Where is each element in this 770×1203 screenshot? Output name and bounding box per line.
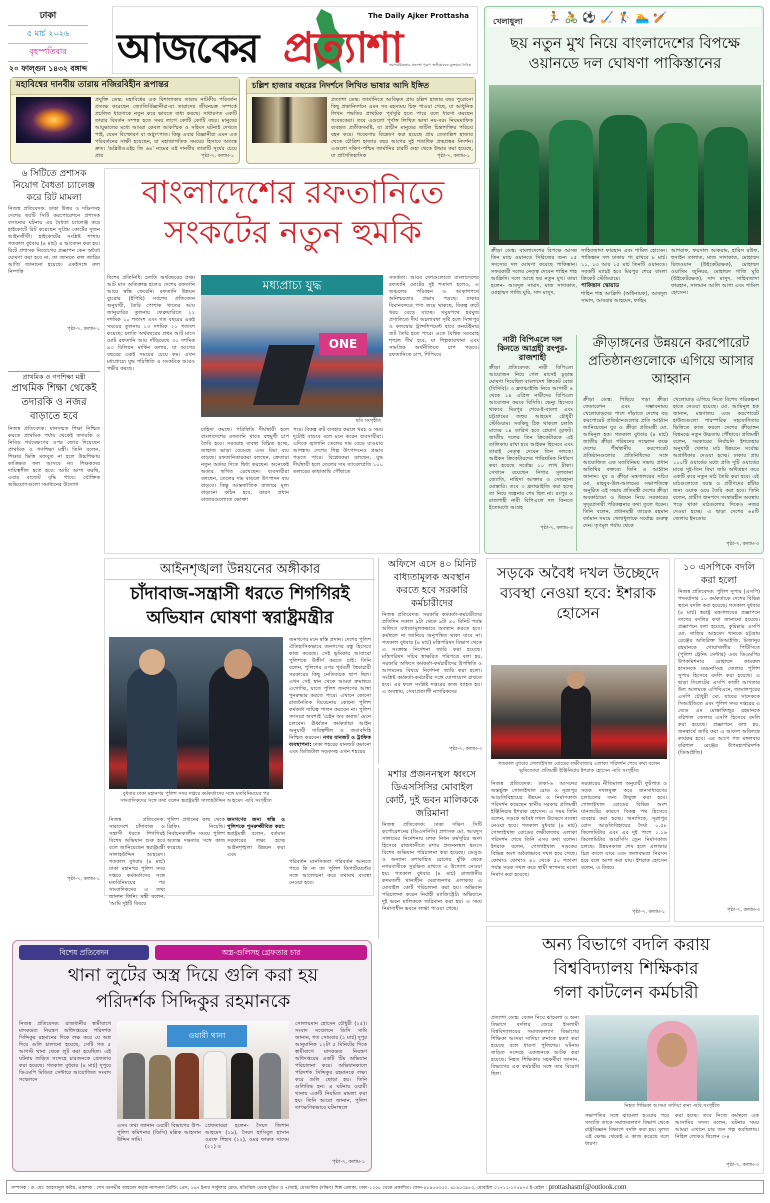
story-body: প্রযুক্তি ডেস্ক: মহাবিশ্বের এক বিশালাকার তারায় নাটকীয় পরিবর্তন প্রত্যক্ষ করেছেন জ্যোতির্বিজ্ঞানীরা-যা তারাদের জীবনচক্র সম্পর্কে প্রচলিত ধারণাকে নতুন করে ভাবতে বাধ্য করছে। সাধারণত একটি তারার বিবর্তন সম্পন্ন হতে সময় লাগে কোটি কোটি বছর। মানুষের আয়ুষ্কালের মধ্যে আমরা কেবল আকস্মিক ও সহিংস ঘটনাই দেখতে পাই, যেমন বিস্ফোরণ বা অগ্ন্যুৎপাত। কিন্তু এবার বিজ্ঞানীরা এমন এক পরিবর্তনের সাক্ষী হয়েছেন, যা মহাজাগতিক সময়ের হিসাবে অত্যন্ত দ্রুত। 'ডব্লিউওএইচ জি ৬৪' নামের এই দানবীয় তারাটি সূর্যের চেয়ে প্রায়: [95, 97, 237, 159]
story-col2: সভাপতির সঙ্গে ঝামেলা হওয়ার পরে সম্প্রতি তাকে সমাজকল্যাণ বিভাগ থেকে রাষ্ট্রবিজ্ঞান বিভাগে বদলি করা হয়। মূলত এই ক্ষোভ থেকেই এ কাজ করেছে বলে ধারণা: [585, 1113, 669, 1147]
headline-line2: পরিদর্শক সিদ্দিকুর রহমানকে: [95, 991, 291, 1012]
writ-body: নিজস্ব প্রতিবেদক: ঢাকা উত্তর ও দক্ষিণসহ দেশের ছয়টি সিটি করপোরেশনে প্রশাসক বসানোর ঘটনায় এর বৈধতা চ্যালেঞ্জ করে হাইকোর্টে রিট করেছেন সুপ্রিম কোর্টের দুজন আইনজীবী। হাইকোর্টের সংশ্লিষ্ট শাখায় গতকাল বুধবার (৪ মার্চ) এ আবেদন করা হয়। রিটে প্রশাসক নিয়োগের প্রজ্ঞাপন কেন অবৈধ ঘোষণা করা হবে না, তা জানতে রুল জারির আর্জি জানানো হয়েছে। একইসঙ্গে রুল নিষ্পত্তি: [8, 206, 100, 275]
logo-text-prottasha: প্রত্যাশা: [283, 23, 402, 72]
lead-col4: সতর্কতা: আরব দেশগুলোতে বাংলাদেশের রফতানি মোটের দুই শতাংশ হলেও, এ অঞ্চলের পরিবহন ও আকাশপথে অনিশ্চয়তার প্রভাব পড়ছে। ঢাকার বিমানবন্দরে পণ্য জমে থাকছে, বিকল্প রুটে খরচ বেড়ে যাচ্ছে। সমুদ্রপথে হরমুজ প্রণালিতে দীর্ঘ অচলাবস্থা সৃষ্টি হলে সিঙ্গাপুর ও কলম্বোর ট্রান্সশিপমেন্ট হাবে কনটেইনার জট তৈরি হতে পারে। এতে বৈশ্বিক সরবরাহ শৃঙ্খল দীর্ঘ হবে, যা শিল্পকারখানা এবং সামগ্রিক অর্থনীতিতে চাপ পড়বে। রফতানিতে চাপ, শিপিংয়ে: [389, 275, 479, 358]
headline: মশার প্রজননস্থল ধ্বংসে ডিএসসিসির মোবাইল কোর্ট, দুই ভবন মালিককে জরিমানা: [385, 769, 479, 819]
page-ref: পৃষ্ঠা-৭, কলাম-৩: [449, 746, 482, 752]
page-ref: পৃষ্ঠা-৭, কলাম-১: [632, 909, 665, 915]
sports-squad-list: শাহিন শাহ আফ্রিদি (অধিনায়ক), আবদুল সামাদ, আবরার আহমেদ, ফাহিম: [581, 291, 667, 304]
story-col1: নিজস্ব প্রতিবেদক: ঢাকা-৬ আসনের অন্তর্ভুক্ত গোলাইখাল রোড ও সূত্রাপুর আড়তিবিহায়ের উন্নয়ন ও নির্মাণকাজ পরিদর্শন করেছেন স্থানীয় সরকার প্রতিমন্ত্রী ইঞ্জিনিয়ার ইশরাক হোসেন। এ সময় তিনি বলেন, সড়কে অবৈধ দখল উচ্ছেদে ব্যবস্থা নেওয়া হবে। গতকাল বুধবার (৪ মার্চ) গোলাইখাল রোডের লক্ষীবাজার এলাকা পরিদর্শন শেষে তিনি এসব কথা বলেন। ইশরাক বলেন, গোলাইখাল সড়কের বিভিন্ন অংশ অবৈধভাবে দখল হয়ে গেছে। কোথাও কোথাও ৪০ থেকে ৫০ শতাংশ পর্যন্ত সড়ক দখল করে স্থায়ী স্থাপনার মতো নির্মাণ করা হয়েছে।: [491, 781, 577, 878]
logo-text-ajker: আজকের: [117, 25, 258, 72]
divider: [8, 371, 100, 372]
story-col-b2: জনগণের জন্য স্বস্তি ও পুলিশকে পুনরুজ্জীবিত করা: স্বরাষ্ট্রমন্ত্রী বলেন, বর্তমান সরকারের লক্ষ্য হচ্ছে আইনশৃঙ্খলা উন্নয়ন করা এবং: [227, 817, 285, 858]
sports-figures-icon: 🏃🚴⚽🏑🏌🏊🏏: [547, 11, 671, 24]
photo-caption: নিহত শিক্ষিকা আসমা সাদিয়া রুনা -ছবি সংগৃহীত: [624, 1103, 720, 1109]
container-port-photo: ONE: [201, 295, 383, 417]
footer-email-link[interactable]: prottashasmf@outlook.com: [548, 1183, 627, 1191]
page-ref: পৃষ্ঠা-৭, কলাম-১: [201, 153, 234, 159]
home-minister-story[interactable]: [104, 558, 374, 907]
headline-line3: গলা কাটলেন কর্মচারী: [553, 983, 699, 1003]
kicker: প্রাথমিক ও গণশিক্ষা মন্ত্রী: [22, 373, 86, 381]
photo-caption: গতকাল বুধবার গোলাইখাল রোডের লক্ষীবাজার এলাকা পরিদর্শন শেষে কথা বলেন ভূমিজোয়া প্রতিমন্ত্রী ইঞ্জিনিয়ার ইশরাক হোসেন -ছবি সংগৃহীত: [498, 761, 660, 774]
story-col1: নিজস্ব প্রতিবেদক: রাজধানীর স্বামীবাগে মাদকদ্রব্য নিয়ন্ত্রণ অধিদপ্তরের পরিদর্শক সিদ্দিকুর রহমানের দিকে লক্ষ করে যে অস্ত্র দিয়ে গুলি চালানো হয়েছে, সেটি গত ৫ আগস্ট থানা থেকে লুট করা হয়েছিল। এই ঘটনায় জড়িত সন্দেহে চারজনকে গ্রেফতার করা হয়েছে। গতকাল বুধবার (৪ মার্চ) দুপুরে ডিএমপি মিডিয়া সেন্টারে আয়োজিত সংবাদ সম্মেলনে: [19, 1021, 111, 1083]
lead-story[interactable]: [104, 168, 480, 554]
top-story-astronomy[interactable]: [10, 77, 240, 164]
writ-headline[interactable]: ৬ সিটিতে প্রশাসক নিয়োগ বৈধতা চ্যালেঞ্জ করে রিট মামলা: [12, 169, 96, 203]
story-body: ক্রীড়া প্রতিবেদক: নারী বিপিএল আয়োজন নিয়ে গেল মাসেই চূড়ান্ত ঘোষণা দিয়েছিল বাংলাদেশ ক্রিকেট বোর্ড (বিসিবি)। ৩ ফ্র্যাঞ্চাইজি নিয়ে আগামী ৪ থেকে ১৪ এপ্রিল নারীদের বিপিএল আয়োজন করবে বিসিবি। ভেন্যু হিসেবে থাকবে মিরপুর শেরে-ই-বাংলা এবং চট্টগ্রামের জহুর আহমেদ চৌধুরী স্টেডিয়াম। সবকিছু ঠিক থাকলে চলতি মাসের ১৪ তারিখ হবে প্লেয়ার্স ড্রাফট। জাতীয় দলের তিন ক্রিকেটারকে এই তালিকায় রাখা হবে আইকন হিসেবে এবং তারাই নেতৃত্ব দেবেন তিন দলকে। আইকন ক্রিকেটারদের পারিশ্রমিক নির্ধারণ করা হয়েছে সর্বোচ্চ ১০ লাখ টাকা। সেখানে রয়েছেন নিগার সুলতানা জ্যোতি, নাহিদা আক্তার ও সোবহানা মোস্তারি। তবে ৩ ফ্র্যাঞ্চাইজি করা হচ্ছে তা নিয়ে জল্পনার শেষ ছিল না। রংপুর ও রাজশাহী নারী বিপিএলে দল কিনতে ইতোমধ্যে আগ্রহ: [489, 364, 573, 511]
sports-section-label: খেলাধুলা: [493, 17, 523, 26]
logo-english: The Daily Ajker Prottasha: [368, 12, 469, 20]
writ-page-ref: পৃষ্ঠা-৭, কলাম-১: [67, 326, 100, 332]
special-report-tag: বিশেষ প্রতিবেদন: [19, 945, 149, 960]
pakistan-team-photo: [489, 85, 761, 245]
road-encroachment-story[interactable]: [486, 558, 670, 922]
lead-headline-line1: বাংলাদেশের রফতানিতে: [141, 173, 445, 211]
page-ref: পৃষ্ঠা-৭, কলাম-৩: [727, 907, 760, 913]
headline-line1: অন্য বিভাগে বদলি করায়: [541, 935, 711, 955]
headline-line2: বিশ্ববিদ্যালয় শিক্ষিকার: [553, 959, 699, 979]
story-body: নিজস্ব প্রতিবেদক: ঢাকা দক্ষিণ সিটি কর্পোরেশনের (ডিএসসিসি) প্রশাসক মো. আবদুস সালামের নির্দেশনায় মশক নিধন কর্মসূচির অংশ হিসেবে রাজধানীতে মশার প্রজননস্থল ধ্বংসে বিশেষ অভিযান পরিচালনা করা হয়েছে। ডেঙ্গু ও অন্যান্য মশাবাহিত রোগের ঝুঁকি থেকে নগরবাসীকে সুরক্ষিত রাখতে এ উদ্যোগ নেওয়া হয়। গতকাল বুধবার (৪ মার্চ) রাজধানীর কদমতলী থানাধীন মেরাজনগর এলাকায় এ মোবাইল কোর্ট পরিচালনা করা হয়। অভিযান পরিচালনা করেন নির্বাহী ম্যাজিস্ট্রেট। অভিযানে দুই ভবন মালিককে জরিমানা করা হয়। এ সময় নির্মাণাধীন ভবনে লার্ভা পাওয়া গেছে।: [382, 822, 482, 912]
headline: চল্লিশ হাজার বছরের নিদর্শনে লিখিত ভাষার আদি ইঙ্গিত: [247, 78, 475, 94]
story-col2: সরকারের নীতিমালা অনুযায়ী ফুটপাত ও সড়ক দখলমুক্ত করে জনসাধারণের চলাচলের জন্য উন্মুক্ত করা হবে। গোলাইখাল রোডের বিভিন্ন অংশ যানজটের কারণে বিকল্প পথ হিসেবে ব্যবহার করা হচ্ছে। অন্যদিকে, সূত্রাপুর রোস আড়তিবিহায়ের দৈর্ঘ্য ০.৫৮ কিলোমিটার এবং এর দুই পাশে ১.১৬ কিলোমিটার আরসিসি ড্রেন নির্মাণকাজ চলছে। উন্নয়নকাজ শেষ হলে এলাকার চিত্র বদলে যাবে এবং জলাবদ্ধতা নিরসন হবে বলে আশা করা যায়। ইশরাক হোসেন বলেন, এ বিষয়ে: [581, 781, 667, 871]
primary-education-story[interactable]: [8, 374, 100, 894]
story-body: প্রত্যাশা ডেস্ক: জার্মানিতে আবিষ্কৃত প্রায় চল্লিশ হাজার বছর পুরোনো কিছু প্রত্নানিদর্শনে এমন সব রহস্যময় চিহ্ন পাওয়া গেছে, যা আধুনিক লিখন পদ্ধতির প্রাথমিক পূর্বসূরি হতে পারে বলে ধারণা করছেন গবেষকেরা। তবে এগুলো পূর্ণাঙ্গ লিখিত ভাষা নয়-বরং নিয়মমাফিক ব্যবহৃত প্রতীকসমষ্টি, যা প্রাচীন মানুষের জটিল চিন্তাশক্তির পরিচয় বহন করে। গবেষণার বিশ্লেষণ করা হয়েছে প্রায় তেতাল্লিশ হাজার থেকে চৌত্রিশ হাজার বছর আগের দুই শতাধিক প্রত্নপ্রস্তর নিদর্শন। এগুলো দক্ষিণ-পশ্চিম জার্মানির চারটি গুহা থেকে উদ্ধার করা হয়েছে, যা প্রাগৈতিহাসিক: [331, 97, 473, 159]
mosquito-court-story[interactable]: [378, 768, 482, 938]
top-story-language[interactable]: [246, 77, 476, 164]
headline-line1: থানা লুটের অস্ত্র দিয়ে গুলি করা হয়: [67, 965, 319, 986]
dateline-weekday: বৃহস্পতিবার: [8, 44, 88, 62]
page-ref: পৃষ্ঠা-৭, কলাম-৩: [726, 1162, 759, 1168]
page-ref: পৃষ্ঠা-৭, কলাম-৩: [540, 524, 573, 531]
page-ref: পৃষ্ঠা-৭, কলাম-৩: [726, 541, 759, 547]
squad-label: পাকিস্তান স্কোয়াড: [581, 283, 620, 289]
sports-lead-col1: ক্রীড়া ডেস্ক: বাংলাদেশের বিপক্ষে আসন্ন তিন ম্যাচ ওয়ানডে সিরিজের জন্য ১৫ সদস্যের দল ঘোষণা করেছে পাকিস্তান। সফরকারী দলের নেতৃত্ব দেবেন শাহিন শাহ আফ্রিদি। দলে আছে ছয় নতুন মুখ। তারা হলেন- আবদুল সামাদ, মাজ সাদাকাত, মোহাম্মদ গাজি ঘুরি, সাদ মাসুদ,: [491, 248, 577, 296]
story-col-a: নিজস্ব প্রতিবেদক: সারাদেশে চাঁদাবাজ ও সন্ত্রাসী ধরতে শিগগিরই বিশেষ অভিযান শুরু হবে বলে জানিয়েছেন স্বরাষ্ট্রমন্ত্রী সালাহউদ্দিন আহমেদ। গতকাল বুধবার (৪ মার্চ) ঢাকা মহানগর পুলিশ সদর দপ্তরে কর্মকর্তাদের সঙ্গে মতবিনিময়ের পর সাংবাদিকদের এ তথ্য জানান তিনি। মন্ত্রী বলেন, 'আমি দুইটি বিষয়ে: [109, 817, 165, 907]
police-shooting-story[interactable]: [12, 940, 372, 1172]
story-body: নিজস্ব প্রতিবেদক: পুলিশ সুপার (এসপি) পদমর্যাদার ১০ কর্মকর্তাকে দেশের বিভিন্ন স্থানে বদলি করা হয়েছে। গতকাল বুধবার (৪ মার্চ) স্বরাষ্ট্র মন্ত্রণালয়ের প্রজ্ঞাপনে তাদের বদলির কথা জানানো হয়েছে। প্রজ্ঞাপনে বলা হয়েছে, কুমিল্লার এসপি মো. নাজির আহমেদ খানকে চট্টগ্রাম রেঞ্জের অতিরিক্ত ডিআইজি, মিজানুর রহমানকে গোয়াখালীর পিটিসিতে (পুলিশ ট্রেনিং সেন্টার) এবং ডিএমপির উপকমিশনার মোহাম্মদ কামরুল হাসানকে ময়মনসিংহ জেলার পুলিশ সুপার হিসেবে বদলি করা হয়েছে। এ ছাড়া সিলেটের এসপি কাজী আখতার উল আলমকে এপিবিএনে, জামালপুরের এসপি চৌধুরী মো. যাবের সাদেককে সিআইডিতে এবং পুলিশ সদর দপ্তরের এ জেড এম মোস্তাফিজুর রহমানকে বরিশাল জেলার এসপি হিসেবে বদলি করা হয়েছে। প্রজ্ঞাপনে বলা হয়, জনস্বার্থে জারি করা এ আদেশ অবিলম্বে কার্যকর হবে। এর আগে গত মঙ্গলবার বরিশাল রেঞ্জের উপমহাপরিদর্শক (ডিআইজি): [678, 589, 760, 756]
headline: প্রাথমিক শিক্ষা থেকেই তদারকি ও নজর বাড়াতে হবে: [11, 383, 97, 423]
sports-lead-headline: ছয় নতুন মুখ নিয়ে বাংলাদেশের বিপক্ষে ওয়ানডে দল ঘোষণা পাকিস্তানের: [510, 34, 740, 72]
logo-tagline: সমসাময়িকতার প্রত্যাশা পূরণে অঙ্গীকারবদ্ধ মুক্তমনা দৈনিক: [389, 63, 471, 67]
headline-line1: চাঁদাবাজ-সন্ত্রাসী ধরতে শিগগিরই: [130, 584, 350, 604]
story-col3: সোলায়মান হোসেন চৌধুরী (২৫)। সংবাদ সম্মেলনে ডিসি সামি জানান, গত সোমবার (২ মার্চ) দুপুর আনুমানিক ১২টা ৫ মিনিটের দিকে স্বামীবাগে মাদকদ্রব্য নিয়ন্ত্রণ অধিদপ্তরের একটি টিম অভিযান পরিচালনা করে। অভিযানকালে পরিদর্শক সিদ্দিকুর রহমানকে লক্ষ্য করে গুলি ছোড়া হয়। তিনি গুলিবিদ্ধ হন। এ ঘটনায় ওয়ারী থানায় একটি নিয়মিত মামলা করা হয়। তিনি আরো জানান, পুলিশ তাৎক্ষণিকভাবে ঘটনাস্থলে: [295, 1021, 367, 1111]
corporate-sports-story[interactable]: [581, 335, 761, 551]
womens-bpl-story[interactable]: [489, 335, 577, 551]
minister-photo: [109, 637, 283, 789]
page-ref: পৃষ্ঠা-৭, কলাম-১: [332, 1159, 365, 1165]
lead-headline-line2: সংকটের নতুন হুমকি: [164, 213, 422, 251]
page-ref: পৃষ্ঠা-৭, কলাম-১: [67, 876, 100, 883]
newspaper-logo[interactable]: [112, 6, 478, 74]
story-col-c: পরিবর্তন মানসিকতা পরিবর্তন আনতে পারে কি না তা পুলিশ ডিপার্টমেন্টের সঙ্গে আলোচনা করে যথাযথ ব্যবস্থা নেওয়া হবে।: [289, 859, 371, 893]
lead-photo-block: [201, 275, 383, 425]
police-banner: ওয়ারী থানা: [167, 1025, 247, 1047]
teacher-photo: [585, 1015, 759, 1101]
sp-transfer-story[interactable]: [674, 558, 764, 922]
masthead-date-block: [8, 8, 88, 76]
sports-lead-col2: সাহিবজাদা ফারহান এবং শামিল হোসেন। পাকিস্তান দল ঢাকায় পা রাখবে ৮ মার্চ। ১১, ১৩ আর ১৫ মার্চ তিনটি ওয়ানডে। সবকটি ম্যাচই হবে মিরপুর শেরে বাংলা ক্রিকেট স্টেডিয়ামে।: [581, 248, 667, 282]
sports-lead-col3: আশরাফ, ফয়সাল আকরাম, হারিস রউফ, হুসাইন তালাত, মাজ সাদাকাত, মোহাম্মদ রিজওয়ান (উইকেটরক্ষক), মোহাম্মদ ওয়াসিম জুনিয়র, মোহাম্মদ গাজি ঘুরি (উইকেটরক্ষক), সাদ মাসুদ, সাহিবজাদা ফারহান, সালমান আলি আগা এবং শামিল হোসেন।: [671, 248, 759, 296]
story-body: নিজস্ব প্রতিবেদক: মানসম্মত শিক্ষা নিশ্চিত করতে প্রাথমিক পর্যায় থেকেই তদারকি ও নিবিড় পর্যবেক্ষণের ওপর জোর দিয়েছেন প্রাথমিক ও গণশিক্ষা মন্ত্রী। তিনি বলেন, শিক্ষার ভিত্তি মজবুত না হলে উচ্চশিক্ষায় কাঙ্ক্ষিত ফল আসবে না। শিক্ষকদের দায়িত্বশীল হতে হবে। আমি আশা করছি, এবার বাজেট বৃদ্ধি পাবে। যৌক্তিক অভিযোগগুলো সমাধানের উদ্যোগ: [8, 426, 100, 489]
arrested-men-photo: [117, 1021, 289, 1119]
minister-photo-caption: বুধবার ঢাকা মহানগর পুলিশ সদর দপ্তরে কর্মকর্তাদের সঙ্গে মতবিনিময়ের পর সাংবাদিকদের সঙ্গে কথা বলেন স্বরাষ্ট্রমন্ত্রী সালাহউদ্দিন আহমেদ -ছবি সংগৃহীত: [120, 791, 272, 804]
story-col-right: জনগণের মনে স্বস্তি প্রদান। দেশের পুলিশ ঐতিহাসিকভাবে জনগণের বন্ধু হিসেবে কাজ করেছে। সেই ভূমিকায় আবারো পুলিশকে উত্তীর্ণ করতে চাই। তিনি বলেন, পুলিশের ওপর পূর্ববর্তী স্বৈরাচারী সরকারের কিছু নেতিবাচক ছাপ ছিল। এখন সেই স্থান থেকে আমরা ক্রমান্বয়ে এগোচ্ছি, যাতে পুলিশ জনগণের আস্থা পুনরুদ্ধার করতে পারে। এখানে কোনো রাজনৈতিক বিবেচনায় কোনো পুলিশ কর্মকর্তা দায়িত্ব পালন করবেন না। পুলিশ সদস্যরা অবশ্যই 'চেইন অব কমান্ড' মেনে চলবেন। ঊর্ধ্বতন কর্মকর্তারা আইন অনুযায়ী দায়িত্বশীল ও জবাবদিহি নিশ্চিত করবেন। নগর যানজট ও ট্রাফিক ব্যবস্থাপনা: ঢাকা শহরের যানজট কমানো এবং ডিজিটাল সড়কসহ এখন শহরের: [289, 637, 371, 755]
headline-line2: অভিযান ঘোষণা স্বরাষ্ট্রমন্ত্রীর: [146, 608, 334, 628]
photo-banner: মধ্যপ্রাচ্য যুদ্ধ: [201, 275, 383, 295]
stone-artifact-photo: [252, 97, 327, 143]
story-col-b: পুলিশ প্রধানের কাছ থেকে ব্রিফিং নিয়েছি। নির্বাচনকালীন সময়ে পুলিশ অত্যন্ত দক্ষতার সঙ্গে কাজ করেছে।: [167, 817, 225, 851]
story-col2: গ্রেফতাররা হলেন- সৈয়দ জিশান আহমেদ (২৯), সৈয়দ হাসিবুল হাসান ওরফে শিহাব (২২), ওমর ফারুক সাদেম (২১) ও: [205, 1123, 289, 1150]
headline: সড়কে অবৈধ দখল উচ্ছেদে ব্যবস্থা নেওয়া হবে: ইশরাক হোসেন: [496, 564, 660, 622]
lead-col2: চাহিদা কমছে। পরিস্থিতি দীর্ঘস্থায়ী হলে বাংলাদেশের রফতানি খাতে বহুমুখী চাপ তৈরি হবে। সরবরাহ ব্যবস্থা বিঘ্নিত হচ্ছে, জাহাজ ভাড়া বেড়েছে এবং বিমা ব্যয় বাড়ছে। রফতানিকারকরা বলছেন, ক্রেতারা নতুন অর্ডার দিতে দ্বিধা করছেন। অনেকেই অর্ডার স্থগিত রেখেছেন। ব্যবসায়ীরা বলছেন, তেলের দাম বাড়লে উৎপাদন ব্যয় বাড়বে। কিন্তু আন্তর্জাতিক বাজারে মূল্য বাড়ানো কঠিন হবে, কারণ প্রধান বাজারগুলোতে ভোক্তা: [201, 427, 289, 503]
sports-section: [484, 6, 764, 554]
dateline-date: ৫ মার্চ ২০২৬: [8, 26, 88, 44]
dateline-bangla-date: ২০ ফাল্গুন ১৪৩২ বঙ্গাব্দ: [8, 64, 88, 73]
story-col3: করা হচ্ছে। তবে নিজে কর্মস্থলে এক আসামির সদস্য বলেন, ঘটনার সময় আমরা এখানে চার জন গল্প করছিলাম। নিহিল লোকও ছিলেন ৩-৪: [675, 1113, 759, 1140]
story-col1-cont: এসব তথ্য জানান ওয়ারী বিভাগের উপ-পুলিশ কমিশনার (ডিসি) মল্লিক আহসান উদ্দিন সামি।: [117, 1123, 201, 1143]
story-col2: খেলোয়াড় এগিয়ে নিতে বিশেষ পরিকল্পনা হাতে নেওয়া হয়েছে। মো. আমিনুল হক জানান, মন্ত্রণালয় এবং করপোরেট হাউজগুলো পারস্পরিক সহযোগিতার ভিত্তিতে কাজ করলে দেশের ক্রীড়াঙ্গন বিশ্বমঞ্চে নতুন উচ্চতায় পৌঁছাবে। প্রতিমন্ত্রী বলেন, সরকারের নির্বাচনি ইশতেহার অনুযায়ী খেলার মাঠ উন্নয়নে সর্বোচ্চ অগ্রাধিকার দেওয়া হচ্ছে। ঢাকার প্রায় ১০০টি ওয়ার্ডের মধ্যে প্রতি দুটি ওয়ার্ডের মাঝে দুই-তিন বিঘা জমি অধিগ্রহণ করে একটি করে নতুন মাঠ তৈরি করা হবে। এই মাঠগুলোতে বয়স্ক ও প্রবীণদের হাঁটার জন্য ওয়াক ওয়ে তৈরি করা হবে। তিনি বলেন, গ্রামীণ জনপদে সংস্কারহীন অবস্থায় পড়ে থাকা মাঠগুলোর দিকেও নজর দেওয়া হচ্ছে। এ ছাড়া দেশের ৬৪টি জেলায় ইনডোর: [673, 397, 759, 522]
headline: অফিসে এসে ৪০ মিনিট বাধ্যতামূলক অবস্থান করতে হবে সরকারি কর্মচারীদের: [387, 559, 477, 609]
kicker: আইনশৃঙ্খলা উন্নয়নের অঙ্গীকার: [105, 561, 375, 580]
office-attendance-story[interactable]: [378, 558, 482, 764]
dateline-city: ঢাকা: [8, 8, 88, 26]
story-col1: প্রত্যাশা ডেস্ক: বেতন নিয়ে ঝামেলা ও অন্য বিভাগে বদলির জেরে ইসলামী বিশ্ববিদ্যালয়ের সমাজকল্যাণ বিভাগের শিক্ষিকা আসমা সাদিয়া রুনাকে হত্যা করা হয়েছে বলে ধারণা পুলিশের। ঘটনায় জড়িত সন্দেহে একজনকে আটক করা হয়েছে। নিহত শিক্ষিকার সহকর্মীরা জানান, বিভাগের এক কর্মচারীর সঙ্গে তার বিরোধ ছিল।: [491, 1015, 579, 1077]
story-col1: ক্রীড়া ডেস্ক: পিছিয়ে পড়া ক্রীড়া ফেডারেশন এবং সম্ভাবনাময় খেলোয়াড়দের পাশে দাঁড়াতে দেশের বড় করপোরেট প্রতিষ্ঠানগুলোর প্রতি আহ্বান জানিয়েছেন যুব ও ক্রীড়া প্রতিমন্ত্রী মো. আমিনুল হক। গতকাল বুধবার (৪ মার্চ) জাতীয় ক্রীড়া পরিষদের সম্মেলন কক্ষে দেশের শীর্ষস্থানীয় করপোরেট প্রতিষ্ঠানগুলোর প্রতিনিধিদের সঙ্গে আয়োজিত এক মতবিনিময় সভায় প্রধান অতিথির বক্তব্যে তিনি এ আহ্বান জানান। যুব ও ক্রীড়া মন্ত্রণালয়ের সচিব মো. মাহবুব-উল-আলমের সভাপতিত্বে অনুষ্ঠিত এই সভায় প্রতিমন্ত্রী দেশের ক্রীড়া অবকাঠামো ও উন্নয়ন নিয়ে সরকারের সুদূরপ্রসারী পরিকল্পনার কথা তুলে ধরেন। তিনি বলেন, প্রধানমন্ত্রী তারেক রহমান বর্তমান সময়ে খেলাধুলাকে সর্বোচ্চ গুরুত্ব দেন। তৃণমূল পর্যায় থেকে: [583, 397, 668, 529]
star-photo: [16, 97, 91, 143]
footer-imprint: সম্পাদক : ড. মো: আহসানুল কবির, প্রকাশক : শেখ তানভীর আহমেদ কর্তৃক ন্যাশনাল প্রিন্টিং প্রেস, ১৬৭ ইনার সার্কুলার রোড, মতিঝিল থেকে মুদ্রিত ও ৭/আই, মোতালিব (দক্ষিণ) শিল্প এলাকা, ঢাকা-১২০৮ থেকে প্রকাশিত। ফোন-৪৮৯৫৫৩৫০, ৪৮৯৫৩৯৫৩, মোবাইল ০১৭১১-২০৫৪৭০ ই-মেইল : prottashasmf@outlook.com: [6, 1180, 764, 1194]
arrest-tag: অস্ত্র-গুলিসহ গ্রেফতার চার: [155, 945, 367, 960]
ishraque-photo: [491, 665, 667, 759]
page-ref: পৃষ্ঠা-৭, কলাম-১: [437, 153, 470, 159]
photo-credit: ছবি সংগৃহীত: [355, 418, 381, 424]
lead-col3: পরে। বিকল্প রুট ব্যবহার করলে খরচ ও সময় দুটোই বাড়বে বলে মনে করেন ব্যবসায়ীরা। এদিকে জ্বালানি তেলের দাম বেড়ে যাওয়ার আশঙ্কায় দেশের শিল্প উৎপাদনেও প্রভাব পড়তে পারে। বিশ্লেষকরা বলছেন, যুদ্ধ দীর্ঘস্থায়ী হলে তেলের দাম ব্যারেলপ্রতি ১০০ ডলারের কাছাকাছি পৌঁছাতে: [293, 427, 383, 475]
headline: মহাবিশ্বের দানবীয় তারায় নজিরবিহীন রূপান্তর: [11, 78, 239, 95]
headline: ১০ এসপিকে বদলি করা হলো: [683, 562, 755, 586]
lead-col1: বিশেষ প্রতিনিধি: চলতি অর্থবছরের প্রথম আট মাস অতিক্রান্ত হলেও দেশের রফতানি আয়ে স্বস্তি ফেরেনি। রফতানি উন্নয়ন ব্যুরোর (ইপিবি) সর্বশেষ প্রতিবেদন অনুযায়ী, তৈরি পোশাক খাতের আয় জানুয়ারির তুলনায় ফেব্রুয়ারিতে ২২ দশমিক ১০ শতাংশ এবং গত বছরের একই সময়ের তুলনায় ১৩ দশমিক ২১ শতাংশ কমেছে। চলতি অর্থবছরের প্রথম আট মাসে মোট রফতানি আয় দাঁড়িয়েছে ৩০ দশমিক ৯৩ বিলিয়ন মার্কিন ডলার, যা আগের বছরের একই সময়ের চেয়ে কম। এখন মধ্যপ্রাচ্যে যুদ্ধ পরিস্থিতি এ সংকটকে আরও গভীর করছে।: [107, 275, 195, 372]
story-body: নিজস্ব প্রতিবেদক: সরকারি কর্মকর্তা-কর্মচারীদের প্রতিদিন সকাল ৯টা থেকে ৯টা ৪০ মিনিট পর্যন্ত অফিসে বাধ্যতামূলকভাবে অবস্থান করতে হবে। কর্মস্থলে না জানিয়ে অনুপস্থিত থাকা যাবে না। গতকাল বুধবার (৪ মার্চ) মন্ত্রিপরিষদ বিভাগ থেকে এ সংক্রান্ত নির্দেশনা জারি করা হয়েছে। মন্ত্রিপরিষদ সচিব স্বাক্ষরিত পরিপত্রে বলা হয়, সরকারি অফিসে কর্মকর্তা-কর্মচারীদের উপস্থিতি ও আগমনের বিষয়ে নির্দেশনা জারি করা হলো। সংশ্লিষ্ট কর্মকর্তা-কর্মচারীর সঙ্গে যোগাযোগ রাখতে হবে। এর ফলে সংশ্লিষ্ট দপ্তরের কাজ ব্যাহত হয়। এ অবস্থায়, সেবাপ্রত্যাশী নাগরিকদের: [382, 612, 482, 695]
headline: ক্রীড়াঙ্গনের উন্নয়নে করপোরেট প্রতিষ্ঠানগুলোকে এগিয়ে আসার আহ্বান: [588, 336, 754, 387]
university-teacher-story[interactable]: [486, 926, 764, 1174]
headline: নারী বিপিএলে দল কিনতে আগ্রহী রংপুর-রাজশাহী: [497, 335, 568, 363]
sports-section-label-bar: [487, 9, 761, 27]
